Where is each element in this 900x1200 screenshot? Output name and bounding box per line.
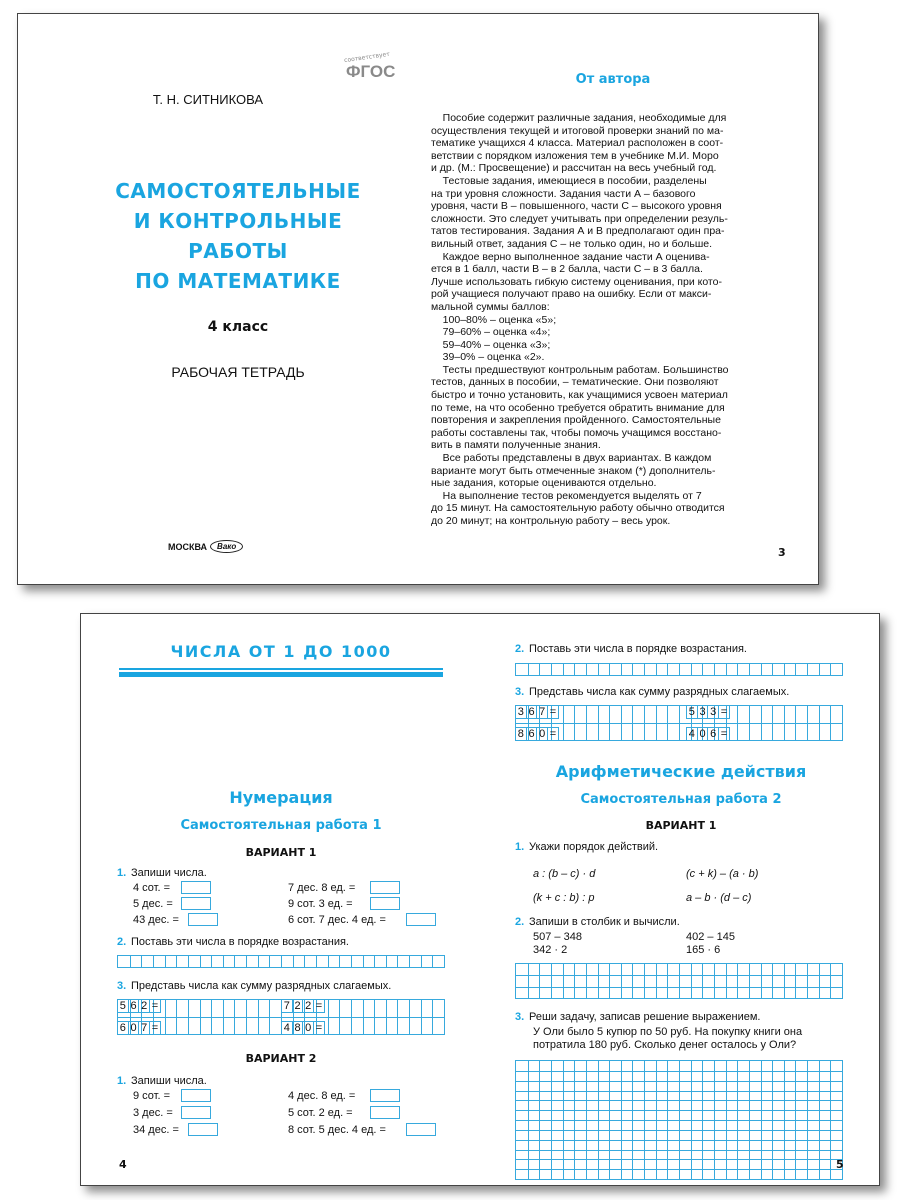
preface-line: и др. (М.: Просвещение) и рассчитан на весь учебный год. — [431, 162, 717, 175]
grid-line — [397, 956, 398, 967]
publisher-line — [168, 540, 243, 553]
grid-line — [609, 664, 610, 675]
preface-line: тематике учащихся 4 класса. Материал расположен в соот- — [431, 137, 724, 150]
grid-line — [737, 964, 738, 998]
item-label: 9 сот. 3 ед. = — [288, 898, 353, 910]
fgos-logo-text: ФГОС — [346, 62, 396, 81]
task-1: 1. Запиши числа. — [117, 867, 207, 879]
digit-cell: = — [313, 999, 325, 1013]
digit-cell: 0 — [697, 727, 709, 741]
preface-line: до 20 минут; на контрольную работу – весь урок. — [431, 515, 671, 527]
preface-line: татов тестирования. Задания А и В предполагают один пра- — [431, 225, 725, 238]
preface-line: ные задания, которые оцениваются отдельно. — [431, 477, 657, 490]
title-line: ПО МАТЕМАТИКЕ — [135, 269, 341, 293]
answer-box[interactable] — [406, 913, 436, 926]
digit-cell: 3 — [707, 705, 719, 719]
exercise-spread — [80, 613, 880, 1186]
grid-line — [304, 956, 305, 967]
digit-cell: 8 — [292, 1021, 304, 1035]
digit-cell: = — [547, 727, 559, 741]
digit-cell: = — [149, 999, 161, 1013]
grid-line — [516, 1081, 842, 1082]
preface-line: Каждое верно выполненное задание части А оценива- — [431, 250, 710, 263]
grid-line — [574, 664, 575, 675]
grid-line — [761, 964, 762, 998]
expression: (c + k) – (a · b) — [686, 868, 759, 880]
grid-line — [586, 664, 587, 675]
preface-line: 39–0% – оценка «2». — [431, 351, 545, 364]
item-label: 8 сот. 5 дес. 4 ед. = — [288, 1124, 386, 1136]
topic-numeration: Нумерация — [229, 788, 333, 807]
digit-row — [117, 999, 161, 1013]
book-title — [58, 176, 418, 296]
grid-line — [667, 664, 668, 675]
preface-line: осуществления текущей и итоговой проверки знаний по ма- — [431, 124, 724, 137]
preface-line: 79–60% – оценка «4»; — [431, 326, 551, 339]
problem-line: потратила 180 руб. Сколько денег осталось у Оли? — [533, 1039, 797, 1051]
preface-line: ветствии с порядком изложения тем в учебнике М.И. Моро — [431, 149, 719, 162]
grid-line — [421, 956, 422, 967]
title-line: РАБОТЫ — [188, 239, 288, 263]
grid-line — [632, 964, 633, 998]
publisher-logo: Вако — [210, 540, 243, 553]
grid-line — [223, 956, 224, 967]
grid-line — [621, 664, 622, 675]
fgos-small-text: соответствует — [343, 50, 391, 65]
grid-line — [807, 964, 808, 998]
grid-line — [726, 964, 727, 998]
grid-line — [830, 964, 831, 998]
digit-cell: 0 — [302, 1021, 314, 1035]
preface-line: рой учащиеся получают право на ошибку. Если от макси- — [431, 288, 712, 301]
fgos-logo — [338, 50, 398, 94]
grid-line — [516, 1159, 842, 1160]
digit-cell: 2 — [138, 999, 150, 1013]
page-number: 4 — [119, 1158, 127, 1171]
preface-line: тестов, данных в пособии, – тематические. Они позволяют — [431, 376, 719, 389]
task-3: 3. Представь числа как сумму разрядных слагаемых. — [117, 980, 392, 992]
preface-text — [431, 112, 791, 528]
r-task-3: 3. Представь числа как сумму разрядных слагаемых. — [515, 686, 790, 698]
grid-line — [586, 964, 587, 998]
answer-box[interactable] — [370, 881, 400, 894]
preface-line: вить в памяти полученные знания. — [431, 439, 601, 452]
title-line: И КОНТРОЛЬНЫЕ — [133, 209, 343, 233]
answer-box[interactable] — [181, 897, 211, 910]
grid-line — [726, 664, 727, 675]
item-label: 5 сот. 2 ед. = — [288, 1107, 353, 1119]
grid-line — [516, 1071, 842, 1072]
preface-line: уровня, части В – повышенного, части С – высокого уровня — [431, 200, 722, 213]
grid-line — [432, 956, 433, 967]
grid-line — [269, 956, 270, 967]
preface-line: На выполнение тестов рекомендуется выделять от 7 — [431, 489, 702, 502]
answer-box[interactable] — [370, 897, 400, 910]
digit-row — [686, 727, 730, 741]
grid-line — [819, 964, 820, 998]
grid-line — [551, 964, 552, 998]
grid-line — [246, 956, 247, 967]
digit-cell: 4 — [281, 1021, 293, 1035]
grid-line — [737, 664, 738, 675]
digit-row — [686, 705, 730, 719]
grid-line — [644, 664, 645, 675]
preface-line: Лучше использовать гибкую систему оценивания, при кото- — [431, 275, 722, 288]
answer-box[interactable] — [181, 1089, 211, 1102]
grid-line — [795, 964, 796, 998]
preface-line: по теме, на что особенно требуется обратить внимание для — [431, 401, 725, 414]
grid-line — [621, 964, 622, 998]
grid-line — [516, 723, 842, 724]
digit-cell: 7 — [536, 705, 548, 719]
grid-line — [539, 964, 540, 998]
preface-heading: От автора — [575, 72, 651, 87]
digit-cell: 7 — [138, 1021, 150, 1035]
item-label: 43 дес. = — [133, 914, 179, 926]
grid-line — [130, 956, 131, 967]
digit-cell: 3 — [515, 705, 527, 719]
grid-line — [528, 664, 529, 675]
v2-task-1: 1. Запиши числа. — [117, 1075, 207, 1087]
grid-line — [656, 664, 657, 675]
grid-line — [516, 1169, 842, 1170]
grid-line — [819, 664, 820, 675]
grid-line — [363, 956, 364, 967]
calc-item: 342 · 2 — [533, 944, 568, 956]
preface-line: повторения и закрепления пройденного. Самостоятельные — [431, 414, 721, 427]
calc-item: 507 – 348 — [533, 931, 582, 943]
grid-line — [165, 956, 166, 967]
grid-line — [516, 1140, 842, 1141]
grid-line — [258, 956, 259, 967]
grid-line — [691, 664, 692, 675]
r-task-2: 2. Поставь эти числа в порядке возрастания. — [515, 643, 747, 655]
grid-line — [516, 1130, 842, 1131]
digit-row — [281, 999, 325, 1013]
grid-line — [749, 664, 750, 675]
grid-line — [118, 1017, 444, 1018]
grid-line — [598, 964, 599, 998]
grid-line — [516, 1150, 842, 1151]
grid-line — [761, 664, 762, 675]
preface-line: ется в 1 балл, части В – в 2 балла, части С – в 3 балла. — [431, 263, 703, 276]
sum-grid[interactable] — [515, 705, 843, 741]
preface-line: варианте могут быть отмеченные знаком (*) дополнитель- — [431, 464, 716, 477]
calc-item: 165 · 6 — [686, 944, 721, 956]
digit-cell: 6 — [526, 727, 538, 741]
item-label: 4 дес. 8 ед. = — [288, 1090, 356, 1102]
item-label: 9 сот. = — [133, 1090, 171, 1102]
digit-cell: = — [313, 1021, 325, 1035]
grid-line — [293, 956, 294, 967]
grid-line — [784, 664, 785, 675]
city-label: МОСКВА — [168, 541, 208, 552]
grid-line — [679, 664, 680, 675]
grid-line — [667, 964, 668, 998]
digit-cell: 6 — [707, 727, 719, 741]
grid-line — [516, 1100, 842, 1101]
page-number: 3 — [778, 546, 786, 559]
grid-line — [176, 956, 177, 967]
digit-cell: 8 — [515, 727, 527, 741]
answer-box[interactable] — [370, 1089, 400, 1102]
grid-line — [200, 956, 201, 967]
grid-line — [528, 964, 529, 998]
digit-cell: 0 — [128, 1021, 140, 1035]
grid-line — [141, 956, 142, 967]
digit-cell: 0 — [536, 727, 548, 741]
grid-line — [714, 664, 715, 675]
grid-line — [563, 664, 564, 675]
solution-grid[interactable] — [515, 1060, 843, 1180]
preface-line: сложности. Это следует учитывать при определении резуль- — [431, 212, 728, 225]
r-task-2b: 2. Запиши в столбик и вычисли. — [515, 916, 680, 928]
section-title: ЧИСЛА ОТ 1 ДО 1000 — [170, 642, 392, 661]
calc-grid[interactable] — [515, 963, 843, 999]
section-underline — [119, 672, 443, 677]
grid-line — [830, 664, 831, 675]
digit-cell: 4 — [686, 727, 698, 741]
variant-heading: ВАРИАНТ 2 — [245, 1052, 317, 1065]
answer-grid[interactable] — [515, 663, 843, 676]
grid-line — [772, 964, 773, 998]
grid-line — [351, 956, 352, 967]
expression: (k + c : b) : p — [533, 892, 595, 904]
preface-line: Все работы представлены в двух вариантах. В каждом — [431, 452, 712, 465]
digit-cell: 6 — [526, 705, 538, 719]
grid-line — [714, 964, 715, 998]
answer-grid[interactable] — [117, 955, 445, 968]
workbook-label: РАБОЧАЯ ТЕТРАДЬ — [171, 364, 305, 380]
grid-line — [516, 1110, 842, 1111]
grid-line — [644, 964, 645, 998]
r-task-3b: 3. Реши задачу, записав решение выражением. — [515, 1011, 761, 1023]
grid-line — [551, 664, 552, 675]
calc-item: 402 – 145 — [686, 931, 735, 943]
page-number: 5 — [836, 1158, 844, 1171]
grade-label: 4 класс — [207, 319, 269, 335]
grid-line — [784, 964, 785, 998]
item-label: 5 дес. = — [133, 898, 173, 910]
section-underline — [119, 668, 443, 670]
digit-cell: 5 — [117, 999, 129, 1013]
expression: a : (b – c) · d — [533, 868, 596, 880]
answer-box[interactable] — [188, 913, 218, 926]
item-label: 6 сот. 7 дес. 4 ед. = — [288, 914, 386, 926]
grid-line — [516, 1091, 842, 1092]
grid-line — [516, 1120, 842, 1121]
expression: a – b · (d – c) — [686, 892, 752, 904]
item-label: 34 дес. = — [133, 1124, 179, 1136]
grid-line — [516, 987, 842, 988]
preface-line: работы составлены так, чтобы помочь учащимся восстано- — [431, 426, 722, 439]
item-label: 3 дес. = — [133, 1107, 173, 1119]
preface-line: на три уровня сложности. Задания части А – базового — [431, 187, 696, 200]
digit-row — [515, 727, 559, 741]
grid-line — [749, 964, 750, 998]
work-title: Самостоятельная работа 2 — [580, 792, 782, 807]
digit-cell: 6 — [117, 1021, 129, 1035]
grid-line — [386, 956, 387, 967]
grid-line — [563, 964, 564, 998]
grid-line — [316, 956, 317, 967]
answer-box[interactable] — [181, 881, 211, 894]
grid-line — [516, 975, 842, 976]
digit-cell: = — [149, 1021, 161, 1035]
author-name: Т. Н. СИТНИКОВА — [152, 92, 264, 107]
grid-line — [234, 956, 235, 967]
grid-line — [281, 956, 282, 967]
grid-line — [702, 664, 703, 675]
topic-arithmetic: Арифметические действия — [555, 762, 807, 781]
grid-line — [632, 664, 633, 675]
digit-row — [117, 1021, 161, 1035]
grid-line — [772, 664, 773, 675]
title-line: САМОСТОЯТЕЛЬНЫЕ — [115, 179, 361, 203]
preface-line: Пособие содержит различные задания, необходимые для — [431, 112, 727, 124]
grid-line — [188, 956, 189, 967]
preface-line: мальной суммы баллов: — [431, 300, 550, 313]
grid-line — [795, 664, 796, 675]
grid-line — [574, 964, 575, 998]
grid-line — [539, 664, 540, 675]
answer-box[interactable] — [188, 1123, 218, 1136]
digit-cell: = — [718, 705, 730, 719]
grid-line — [807, 664, 808, 675]
grid-line — [598, 664, 599, 675]
grid-line — [374, 956, 375, 967]
variant-heading: ВАРИАНТ 1 — [645, 819, 717, 832]
r-task-1: 1. Укажи порядок действий. — [515, 841, 659, 853]
digit-row — [515, 705, 559, 719]
answer-box[interactable] — [406, 1123, 436, 1136]
preface-line: быстро и точно установить, как учащимися усвоен материал — [431, 389, 728, 402]
preface-line: Тесты предшествуют контрольным работам. Большинство — [431, 363, 729, 376]
problem-line: У Оли было 5 купюр по 50 руб. На покупку книги она — [533, 1026, 803, 1038]
item-label: 4 сот. = — [133, 882, 171, 894]
grid-line — [328, 956, 329, 967]
task-2: 2. Поставь эти числа в порядке возрастания. — [117, 936, 349, 948]
preface-line: до 15 минут. На самостоятельную работу обычно отводится — [431, 502, 725, 515]
digit-cell: 5 — [686, 705, 698, 719]
answer-box[interactable] — [181, 1106, 211, 1119]
grid-line — [409, 956, 410, 967]
grid-line — [211, 956, 212, 967]
digit-cell: 2 — [302, 999, 314, 1013]
grid-line — [609, 964, 610, 998]
variant-heading: ВАРИАНТ 1 — [245, 846, 317, 859]
digit-cell: = — [547, 705, 559, 719]
preface-line: 59–40% – оценка «3»; — [431, 338, 551, 351]
grid-line — [153, 956, 154, 967]
digit-cell: 2 — [292, 999, 304, 1013]
item-label: 7 дес. 8 ед. = — [288, 882, 356, 894]
answer-box[interactable] — [370, 1106, 400, 1119]
digit-row — [281, 1021, 325, 1035]
cover-spread — [17, 13, 819, 585]
grid-line — [702, 964, 703, 998]
grid-line — [691, 964, 692, 998]
digit-cell: 7 — [281, 999, 293, 1013]
preface-line: вильный ответ, задания С – не только один, но и больше. — [431, 237, 713, 250]
preface-line: Тестовые задания, имеющиеся в пособии, разделены — [431, 174, 707, 187]
digit-cell: 6 — [128, 999, 140, 1013]
preface-line: 100–80% – оценка «5»; — [431, 313, 557, 326]
work-title: Самостоятельная работа 1 — [180, 818, 382, 833]
grid-line — [679, 964, 680, 998]
digit-cell: 3 — [697, 705, 709, 719]
grid-line — [656, 964, 657, 998]
digit-cell: = — [718, 727, 730, 741]
grid-line — [339, 956, 340, 967]
